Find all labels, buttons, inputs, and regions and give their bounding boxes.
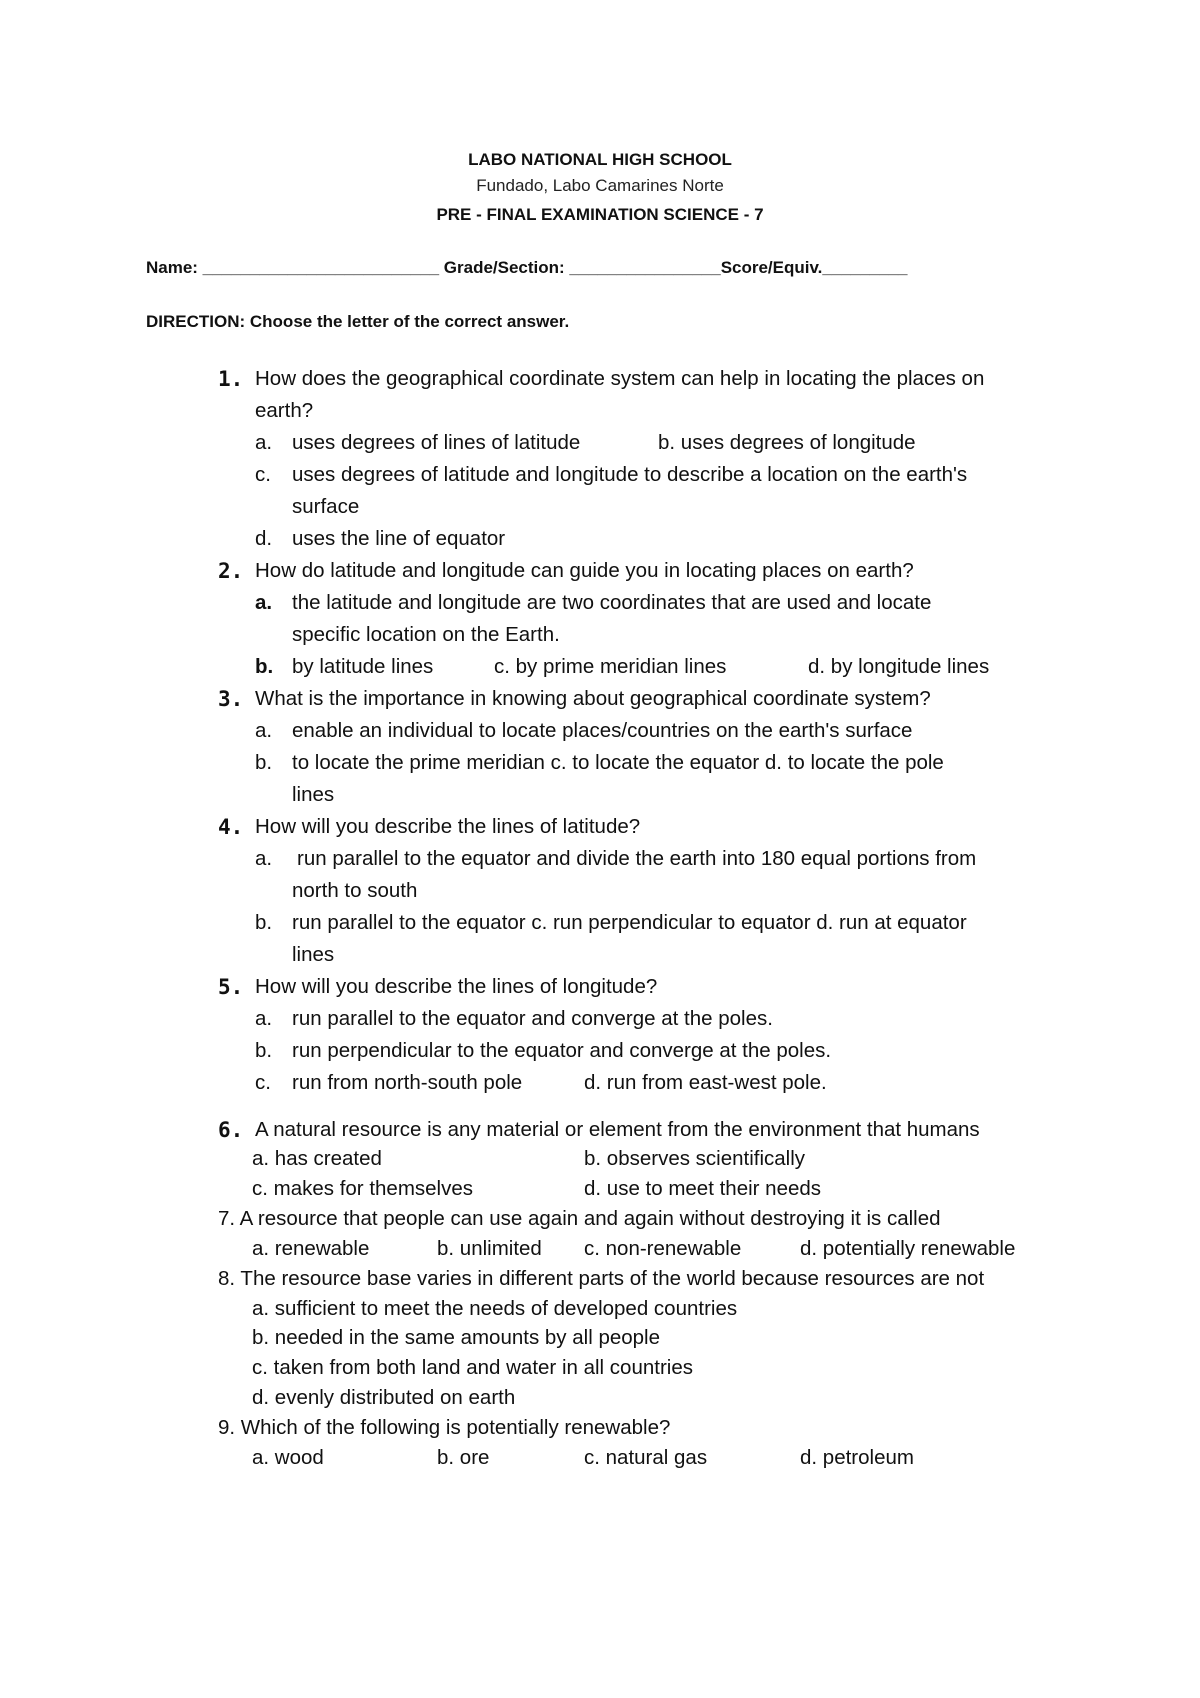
question-text: How will you describe the lines of latitude?: [255, 815, 641, 838]
option-b: lines: [292, 943, 335, 966]
option-label: c.: [255, 463, 271, 486]
option-a: enable an individual to locate places/countries on the earth's surface: [292, 719, 913, 742]
question-text: A natural resource is any material or element from the environment that humans: [255, 1118, 980, 1141]
option-c: c. makes for themselves: [252, 1177, 474, 1200]
option-a: a. renewable: [252, 1237, 370, 1260]
option-c: c. natural gas: [584, 1446, 708, 1469]
option-label: b.: [255, 751, 273, 774]
option-b: b. ore: [437, 1446, 490, 1469]
option-label: a.: [255, 847, 273, 870]
option-c: uses degrees of latitude and longitude to describe a location on the earth's: [292, 463, 968, 486]
option-a: run parallel to the equator and converge at the poles.: [292, 1007, 773, 1030]
option-d: d. run from east-west pole.: [584, 1071, 827, 1094]
question-number: 5.: [218, 975, 244, 999]
student-info-fields: Name: _________________________ Grade/Section: ________________Score/Equiv._________: [146, 258, 908, 277]
option-b: b. needed in the same amounts by all people: [252, 1326, 660, 1349]
option-c: c. by prime meridian lines: [494, 655, 727, 678]
option-a: north to south: [292, 879, 418, 902]
option-c: c. taken from both land and water in all countries: [252, 1356, 693, 1379]
option-a: a. has created: [252, 1147, 382, 1170]
option-label: a.: [255, 1007, 273, 1030]
question-number: 6.: [218, 1118, 244, 1142]
option-b: to locate the prime meridian c. to locate the equator d. to locate the pole: [292, 751, 944, 774]
option-label: b.: [255, 655, 274, 678]
option-b: b. observes scientifically: [584, 1147, 806, 1170]
question-text: How will you describe the lines of longitude?: [255, 975, 658, 998]
option-label: b.: [255, 911, 273, 934]
option-b: by latitude lines: [292, 655, 434, 678]
school-address: Fundado, Labo Camarines Norte: [476, 176, 724, 195]
option-a: a. wood: [252, 1446, 324, 1469]
option-c: c. non-renewable: [584, 1237, 742, 1260]
option-d: d. evenly distributed on earth: [252, 1386, 516, 1409]
option-label: c.: [255, 1071, 271, 1094]
option-a: uses degrees of lines of latitude: [292, 431, 581, 454]
option-d: d. use to meet their needs: [584, 1177, 822, 1200]
option-b: run parallel to the equator c. run perpendicular to equator d. run at equator: [292, 911, 967, 934]
option-c: surface: [292, 495, 360, 518]
question-text: earth?: [255, 399, 314, 422]
option-a: a. sufficient to meet the needs of developed countries: [252, 1297, 738, 1320]
option-label: a.: [255, 431, 273, 454]
option-b: b. uses degrees of longitude: [658, 431, 916, 454]
option-label: a.: [255, 591, 273, 614]
exam-title: PRE - FINAL EXAMINATION SCIENCE - 7: [436, 205, 764, 224]
option-d: d. petroleum: [800, 1446, 914, 1469]
question-text: 7. A resource that people can use again and again without destroying it is called: [218, 1207, 941, 1230]
option-b: run perpendicular to the equator and converge at the poles.: [292, 1039, 832, 1062]
question-number: 4.: [218, 815, 244, 839]
question-number: 3.: [218, 687, 244, 711]
option-a: specific location on the Earth.: [292, 623, 560, 646]
question-text: 8. The resource base varies in different parts of the world because resources are not: [218, 1267, 985, 1290]
question-text: How do latitude and longitude can guide you in locating places on earth?: [255, 559, 914, 582]
option-label: a.: [255, 719, 273, 742]
option-a: run parallel to the equator and divide the earth into 180 equal portions from: [297, 847, 977, 870]
question-number: 1.: [218, 367, 244, 391]
option-a: the latitude and longitude are two coordinates that are used and locate: [292, 591, 932, 614]
direction-text: DIRECTION: Choose the letter of the correct answer.: [146, 312, 570, 331]
school-name: LABO NATIONAL HIGH SCHOOL: [468, 150, 732, 169]
option-b: b. unlimited: [437, 1237, 542, 1260]
option-d: d. by longitude lines: [808, 655, 990, 678]
option-d: uses the line of equator: [292, 527, 506, 550]
question-text: What is the importance in knowing about geographical coordinate system?: [255, 687, 931, 710]
option-label: d.: [255, 527, 273, 550]
option-d: d. potentially renewable: [800, 1237, 1016, 1260]
option-b: lines: [292, 783, 335, 806]
question-text: 9. Which of the following is potentially renewable?: [218, 1416, 671, 1439]
option-label: b.: [255, 1039, 273, 1062]
question-number: 2.: [218, 559, 244, 583]
question-text: How does the geographical coordinate system can help in locating the places on: [255, 367, 985, 390]
option-c: run from north-south pole: [292, 1071, 523, 1094]
